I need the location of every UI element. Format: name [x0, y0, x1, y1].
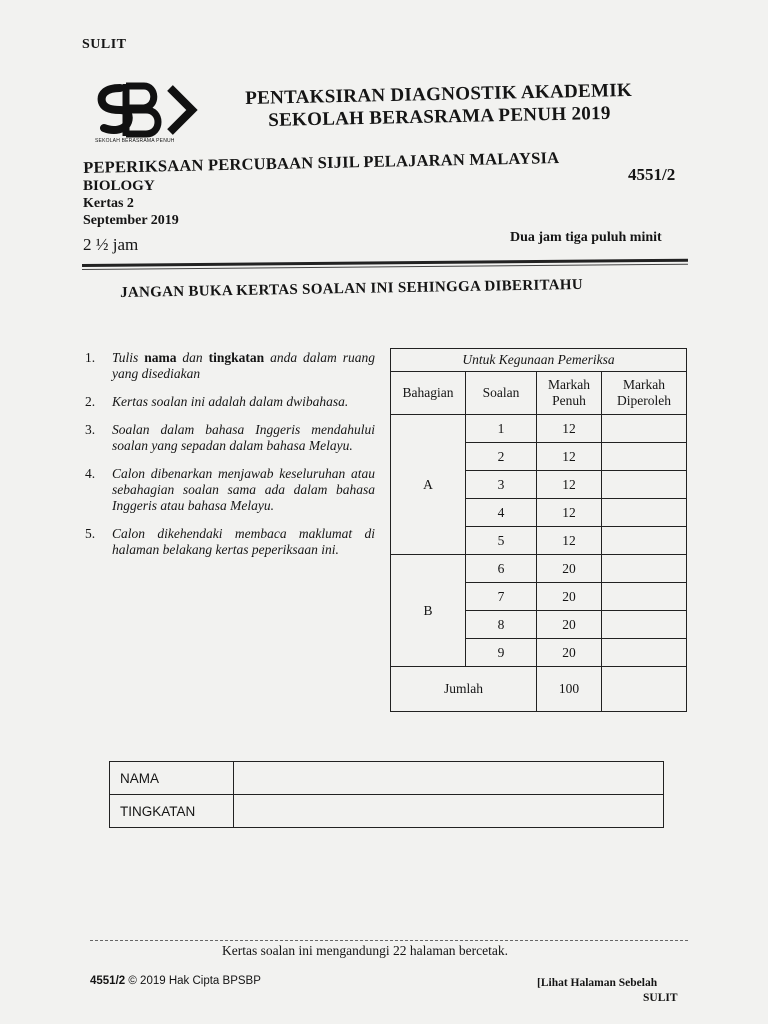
header-marks-obtained: Markah Diperoleh	[602, 372, 687, 415]
total-label: Jumlah	[391, 667, 537, 712]
copyright-text: © 2019 Hak Cipta BPSBP	[128, 975, 261, 987]
warning-notice: JANGAN BUKA KERTAS SOALAN INI SEHINGGA DIBERITAHU	[120, 276, 584, 301]
marks-obtained-cell[interactable]	[602, 443, 687, 471]
student-class-row	[110, 795, 664, 828]
copyright-line	[90, 975, 261, 987]
student-info-table	[109, 761, 664, 828]
classification-label-bottom: SULIT	[643, 992, 678, 1004]
question-number: 4	[466, 499, 537, 527]
question-number: 1	[466, 415, 537, 443]
page-count-note: Kertas soalan ini mengandungi 22 halaman bercetak.	[222, 943, 509, 958]
instruction-text-part: Tulis	[112, 350, 145, 365]
question-number: 6	[466, 555, 537, 583]
instruction-number: 4.	[85, 466, 96, 481]
marks-obtained-cell[interactable]	[602, 639, 687, 667]
footer-paper-code: 4551/2	[90, 975, 126, 987]
instruction-text: Calon dibenarkan menjawab keseluruhan atau sebahagian soalan sama ada dalam bahasa Inggeris atau bahasa Melayu.	[112, 466, 375, 513]
sbp-logo	[92, 80, 204, 142]
marks-obtained-cell[interactable]	[602, 555, 687, 583]
question-number: 2	[466, 443, 537, 471]
exam-name: PEPERIKSAAN PERCUBAAN SIJIL PELAJARAN MALAYSIA	[83, 148, 560, 177]
examiner-marks-table	[390, 348, 687, 712]
name-field[interactable]	[234, 762, 664, 795]
table-total-row	[391, 667, 687, 712]
instruction-number: 1.	[85, 350, 96, 365]
instruction-item	[85, 526, 375, 558]
instruction-text	[112, 350, 375, 382]
instruction-number: 5.	[85, 526, 96, 541]
instruction-text-part: dan	[176, 350, 209, 365]
marks-obtained-cell[interactable]	[602, 499, 687, 527]
assessment-title: PENTAKSIRAN DIAGNOSTIK AKADEMIK	[245, 79, 633, 109]
footer-divider	[90, 940, 688, 941]
name-label: NAMA	[110, 762, 234, 795]
total-value: 100	[537, 667, 602, 712]
logo-caption: SEKOLAH BERASRAMA PENUH	[95, 138, 175, 144]
subject-name: BIOLOGY	[83, 178, 155, 194]
instruction-text: Soalan dalam bahasa Inggeris mendahului soalan yang sepadan dalam bahasa Melayu.	[112, 422, 375, 453]
table-row	[391, 415, 687, 443]
exam-duration: 2 ½ jam	[83, 235, 139, 254]
header-section: Bahagian	[391, 372, 466, 415]
instruction-list	[85, 350, 375, 570]
total-obtained-cell[interactable]	[602, 667, 687, 712]
question-number: 3	[466, 471, 537, 499]
full-marks: 12	[537, 443, 602, 471]
instruction-item	[85, 394, 375, 410]
question-number: 7	[466, 583, 537, 611]
table-row	[391, 555, 687, 583]
paper-code: 4551/2	[628, 165, 676, 184]
table-header-row	[391, 372, 687, 415]
instruction-number: 2.	[85, 394, 96, 409]
question-number: 9	[466, 639, 537, 667]
full-marks: 20	[537, 611, 602, 639]
full-marks: 12	[537, 471, 602, 499]
instruction-text: Kertas soalan ini adalah dalam dwibahasa.	[112, 394, 349, 409]
class-field[interactable]	[234, 795, 664, 828]
full-marks: 12	[537, 499, 602, 527]
student-name-row	[110, 762, 664, 795]
full-marks: 12	[537, 527, 602, 555]
class-label: TINGKATAN	[110, 795, 234, 828]
school-title: SEKOLAH BERASRAMA PENUH 2019	[268, 102, 611, 131]
full-marks: 20	[537, 583, 602, 611]
marks-obtained-cell[interactable]	[602, 415, 687, 443]
full-marks: 20	[537, 639, 602, 667]
marks-obtained-cell[interactable]	[602, 527, 687, 555]
instruction-item	[85, 350, 375, 382]
section-a-label: A	[391, 415, 466, 555]
instruction-emphasis: nama	[144, 350, 177, 365]
full-marks: 12	[537, 415, 602, 443]
paper-number: Kertas 2	[83, 196, 134, 211]
instruction-emphasis: tingkatan	[208, 350, 265, 365]
exam-duration-words: Dua jam tiga puluh minit	[510, 230, 662, 245]
instruction-text: Calon dikehendaki membaca maklumat di halaman belakang kertas peperiksaan ini.	[112, 526, 375, 557]
next-page-note: [Lihat Halaman Sebelah	[537, 977, 658, 989]
exam-month: September 2019	[83, 213, 179, 228]
marks-obtained-cell[interactable]	[602, 471, 687, 499]
instruction-number: 3.	[85, 422, 96, 437]
marks-obtained-cell[interactable]	[602, 583, 687, 611]
table-title-row	[391, 349, 687, 372]
question-number: 8	[466, 611, 537, 639]
section-b-label: B	[391, 555, 466, 667]
instruction-item	[85, 466, 375, 514]
header-full-marks: Markah Penuh	[537, 372, 602, 415]
table-title: Untuk Kegunaan Pemeriksa	[391, 349, 687, 372]
instruction-item	[85, 422, 375, 454]
header-question: Soalan	[466, 372, 537, 415]
instruction-text-part: anda dalam ruang yang disediakan	[112, 350, 375, 381]
marks-obtained-cell[interactable]	[602, 611, 687, 639]
question-number: 5	[466, 527, 537, 555]
classification-label-top: SULIT	[82, 37, 127, 52]
full-marks: 20	[537, 555, 602, 583]
